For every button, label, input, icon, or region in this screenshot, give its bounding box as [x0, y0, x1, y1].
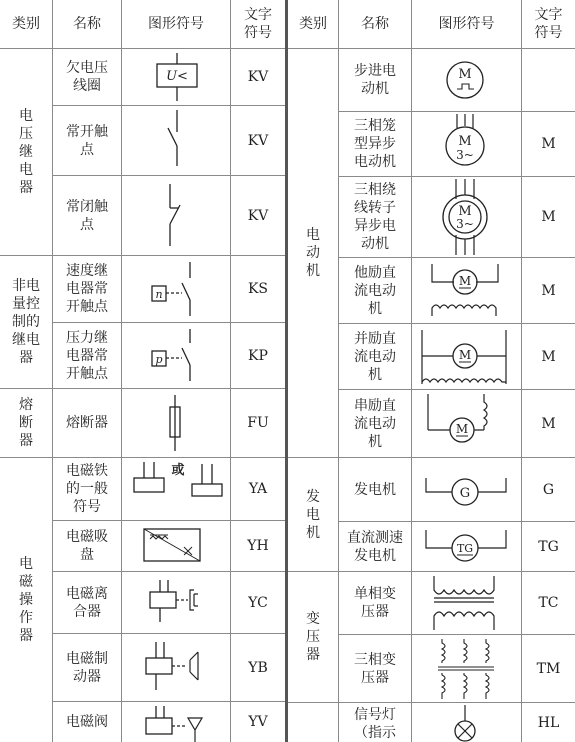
squirrel-cage-motor-symbol: [412, 112, 521, 176]
row-name: 压力继 电器常 开触点: [66, 329, 108, 382]
row-code: YV: [248, 714, 268, 730]
symbol-label: n: [155, 288, 163, 301]
shunt-dc-motor-symbol: [412, 324, 521, 389]
row-code: YB: [248, 659, 268, 676]
category-generator: 发 电 机: [306, 488, 320, 541]
symbol-label: p: [155, 353, 163, 366]
symbol-label: TG: [456, 542, 474, 555]
svg-text:3~: 3~: [456, 148, 474, 162]
pressure-relay-contact-symbol: [122, 323, 230, 388]
row-name: 步进电 动机: [354, 63, 396, 97]
header-code: 文字 符号: [244, 7, 272, 41]
row-name: 串励直 流电动 机: [354, 397, 396, 450]
row-code: KP: [248, 347, 268, 364]
row-name: 电磁离 合器: [66, 585, 108, 620]
svg-text:M: M: [455, 422, 469, 436]
separately-excited-dc-motor-symbol: [412, 258, 521, 323]
solenoid-valve-symbol: [122, 702, 230, 742]
three-phase-transformer-symbol: [412, 635, 521, 702]
row-code: HL: [537, 714, 560, 731]
electromagnetic-clutch-symbol: [122, 572, 230, 633]
row-code: YA: [248, 481, 268, 497]
header-category: 类别: [299, 16, 327, 32]
symbol-label: M: [458, 67, 472, 82]
row-name: 三相变 压器: [354, 651, 396, 686]
left-table: [0, 0, 287, 742]
row-code: KV: [247, 69, 269, 85]
normally-open-contact-symbol: [122, 106, 230, 175]
row-name: 三相绕 线转子 异步电 动机: [354, 182, 396, 252]
svg-text:M: M: [458, 134, 472, 149]
header-symbol: 图形符号: [438, 16, 495, 32]
row-name: 并励直 流电动 机: [354, 330, 396, 383]
category-transformer: 变 压 器: [306, 611, 320, 663]
row-name: 电磁吸 盘: [66, 529, 108, 563]
row-code: M: [541, 209, 556, 225]
symbol-label: G: [459, 486, 471, 501]
svg-text:M: M: [458, 204, 472, 219]
row-name: 熔断器: [66, 415, 108, 431]
row-name: 发电机: [354, 481, 396, 498]
header-name: 名称: [361, 16, 389, 32]
header-code: 文字 符号: [534, 7, 563, 41]
row-code: YH: [247, 538, 269, 554]
row-name: 直流测速 发电机: [347, 529, 403, 564]
row-code: KS: [247, 281, 269, 297]
row-name: 电磁阀: [66, 714, 108, 730]
right-table: [288, 0, 575, 742]
svg-text:3~: 3~: [456, 217, 474, 231]
undervoltage-coil-symbol: [122, 49, 230, 105]
svg-text:M: M: [458, 348, 472, 362]
row-code: FU: [247, 415, 269, 431]
category-motor: 电 动 机: [306, 227, 320, 279]
row-code: KV: [247, 207, 269, 224]
electromagnetic-brake-symbol: [122, 634, 230, 701]
row-code: M: [541, 348, 556, 365]
category-nonelectric-relay: 非电 量控 制的 继电 器: [12, 278, 40, 366]
row-code: G: [542, 481, 555, 498]
row-code: M: [541, 136, 556, 152]
wound-rotor-motor-symbol: [412, 177, 521, 257]
row-code: [522, 49, 575, 111]
generator-symbol: [412, 458, 521, 521]
row-code: TC: [538, 595, 559, 611]
row-name: 速度继 电器常 开触点: [66, 263, 108, 315]
signal-lamp-symbol: [412, 703, 521, 742]
row-code: TG: [538, 538, 559, 555]
row-name: 常闭触 点: [66, 198, 108, 233]
fuse-symbol: [122, 389, 230, 457]
symbol-label: U<: [166, 69, 188, 84]
category-fuse: 熔 断 器: [19, 397, 33, 449]
electromagnetic-chuck-symbol: [122, 521, 230, 571]
row-name: 三相笼 型异步 电动机: [354, 118, 396, 170]
row-name: 信号灯 （指示: [354, 707, 396, 741]
single-phase-transformer-symbol: [412, 572, 521, 634]
row-name: 电磁制 动器: [66, 650, 108, 685]
row-name: 常开触 点: [66, 123, 108, 158]
header-symbol: 图形符号: [148, 16, 204, 32]
row-code: M: [541, 415, 556, 432]
row-name: 他励直 流电动 机: [354, 264, 396, 317]
series-dc-motor-symbol: [412, 390, 521, 457]
electromagnet-symbol: [122, 458, 230, 520]
svg-text:M: M: [458, 274, 472, 288]
row-code: TM: [536, 660, 561, 677]
category-voltage-relay: 电 压 继 电 器: [19, 108, 33, 196]
normally-closed-contact-symbol: [122, 176, 230, 255]
row-code: KV: [247, 132, 269, 149]
row-name: 欠电压 线圈: [66, 60, 108, 94]
row-name: 电磁铁 的一般 符号: [66, 463, 108, 515]
category-electromagnetic-actuator: 电 磁 操 作 器: [19, 556, 33, 644]
header-name: 名称: [73, 16, 101, 32]
stepper-motor-symbol: [412, 49, 521, 111]
row-code: YC: [248, 594, 268, 611]
header-category: 类别: [12, 16, 40, 32]
row-name: 单相变 压器: [354, 586, 396, 620]
dc-tachogenerator-symbol: [412, 522, 521, 571]
speed-relay-contact-symbol: [122, 256, 230, 322]
row-code: M: [541, 282, 556, 299]
symbol-label: 或: [171, 463, 185, 478]
